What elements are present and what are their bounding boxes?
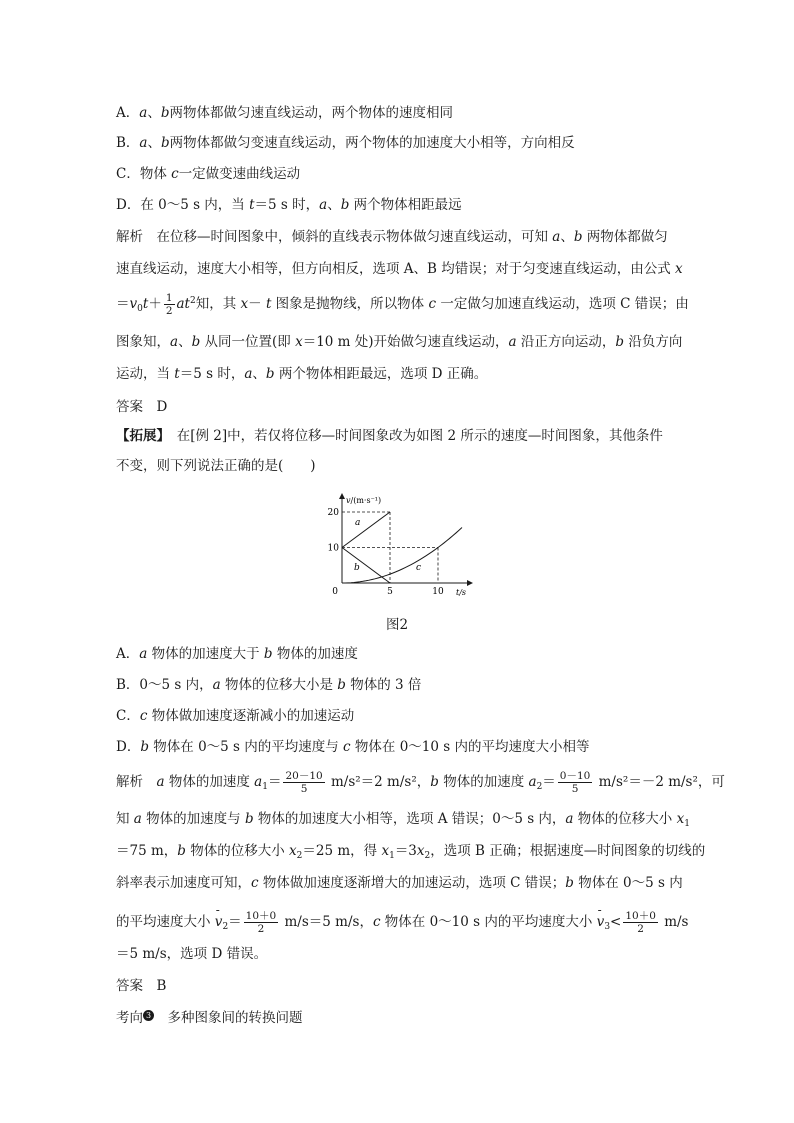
y-tick-10: 10 — [327, 543, 339, 554]
velocity-time-graph — [327, 490, 480, 605]
fraction-half: $\frac{1}{2}$ — [165, 292, 173, 317]
fraction-v2: $\frac{10+0}{2}$ — [245, 910, 277, 935]
x-axis-label: t/s — [456, 588, 467, 597]
analysis-1-line-4: 图象知，a、b 从同一位置(即 x＝10 m 处)开始做匀速直线运动，a 沿正方向运动，b 沿负方向 — [116, 334, 683, 350]
analysis-2-line-6: ＝5 m/s，选项 D 错误。 — [116, 946, 268, 962]
ext-option-d: D．b 物体在 0～5 s 内的平均速度与 c 物体在 0～10 s 内的平均速度大小相等 — [116, 739, 590, 755]
extension-tag: 【拓展】 — [116, 428, 164, 444]
ext-option-b: B．0～5 s 内，a 物体的位移大小是 b 物体的 3 倍 — [116, 677, 422, 693]
extension-line-2: 不变，则下列说法正确的是( ) — [116, 458, 316, 474]
series-a-line — [342, 512, 390, 548]
analysis-1-line-5: 运动，当 t＝5 s 时，a、b 两个物体相距最远，选项 D 正确。 — [116, 366, 488, 382]
x-tick-5: 5 — [387, 587, 393, 597]
ext-option-c: C．c 物体做加速度逐渐减小的加速运动 — [116, 708, 355, 724]
series-b-line — [342, 548, 390, 584]
option-c: C．物体 c一定做变速曲线运动 — [116, 166, 301, 182]
analysis-2-line-2: 知 a 物体的加速度与 b 物体的加速度大小相等，选项 A 错误；0～5 s 内，a 物体的位移大小 $x_1$ — [116, 811, 690, 829]
option-d: D．在 0～5 s 内，当 t＝5 s 时，a、b 两个物体相距最远 — [116, 197, 462, 213]
section-heading: 考向 3 多种图象间的转换问题 — [116, 1010, 303, 1026]
curve-label-b: b — [354, 563, 360, 573]
fraction-a1: $\frac{20-10}{5}$ — [285, 770, 323, 795]
circled-number: 3 — [143, 1010, 154, 1021]
analysis-2-line-1: 解析 a 物体的加速度 $a_1=$ $\frac{20-10}{5}$ m/s²＝2 m/s²，b 物体的加速度 $a_2=$ $\frac{0-10}{5}$ m/s²＝－2 m/s²，可 — [116, 770, 725, 795]
option-a: A．a、b两物体都做匀速直线运动，两个物体的速度相同 — [116, 105, 453, 121]
analysis-2-line-5: 的平均速度大小 - $v_2=$ $\frac{10+0}{2}$ m/s＝5 m/s，c 物体在 0～10 s 内的平均速度大小 - $v_3<$ $\frac{10+0}{2}$ m/s — [116, 910, 688, 936]
fraction-v3: $\frac{10+0}{2}$ — [625, 910, 656, 935]
origin-label: 0 — [332, 587, 338, 597]
extension-line-1: 【拓展】 在[例 2]中，若仅将位移—时间图象改为如图 2 所示的速度—时间图象，其他条件 — [116, 428, 663, 444]
series-c-line — [342, 528, 462, 583]
analysis-1-line-1: 解析 在位移—时间图象中，倾斜的直线表示物体做匀速直线运动，可知 a、b 两物体都做匀 — [116, 229, 668, 245]
curve-label-a: a — [355, 518, 361, 528]
figure-caption: 图2 — [386, 617, 409, 633]
answer-2: 答案 B — [116, 978, 167, 994]
option-b: B．a、b两物体都做匀变速直线运动，两个物体的加速度大小相等，方向相反 — [116, 135, 575, 151]
analysis-2-line-4: 斜率表示加速度可知，c 物体做加速度逐渐增大的加速运动，选项 C 错误；b 物体在 0～5 s 内 — [116, 875, 683, 891]
answer-1: 答案 D — [116, 399, 168, 415]
analysis-1-line-2: 速直线运动，速度大小相等，但方向相反，选项 A、B 均错误；对于匀变速直线运动，由公式 x — [116, 261, 683, 277]
label-group — [328, 496, 466, 597]
x-tick-10: 10 — [432, 587, 444, 597]
y-tick-20: 20 — [327, 508, 339, 518]
analysis-2-line-3: ＝75 m，b 物体的位移大小 $x_2=25$ m，得 $x_1=3x_2$，选项 B 正确；根据速度—时间图象的切线的 — [116, 843, 706, 861]
curve-label-c: c — [416, 563, 422, 573]
fraction-a2: $\frac{0-10}{5}$ — [559, 770, 591, 795]
analysis-1-line-3: $=v_0t+$ $\frac{1}{2}$ $at^2$知，其 x－ t 图象是抛物线，所以物体 c 一定做匀加速直线运动，选项 C 错误；由 — [116, 292, 689, 317]
y-axis-label: v/(m·s⁻¹) — [346, 496, 382, 505]
ext-option-a: A．a 物体的加速度大于 b 物体的加速度 — [116, 646, 358, 662]
